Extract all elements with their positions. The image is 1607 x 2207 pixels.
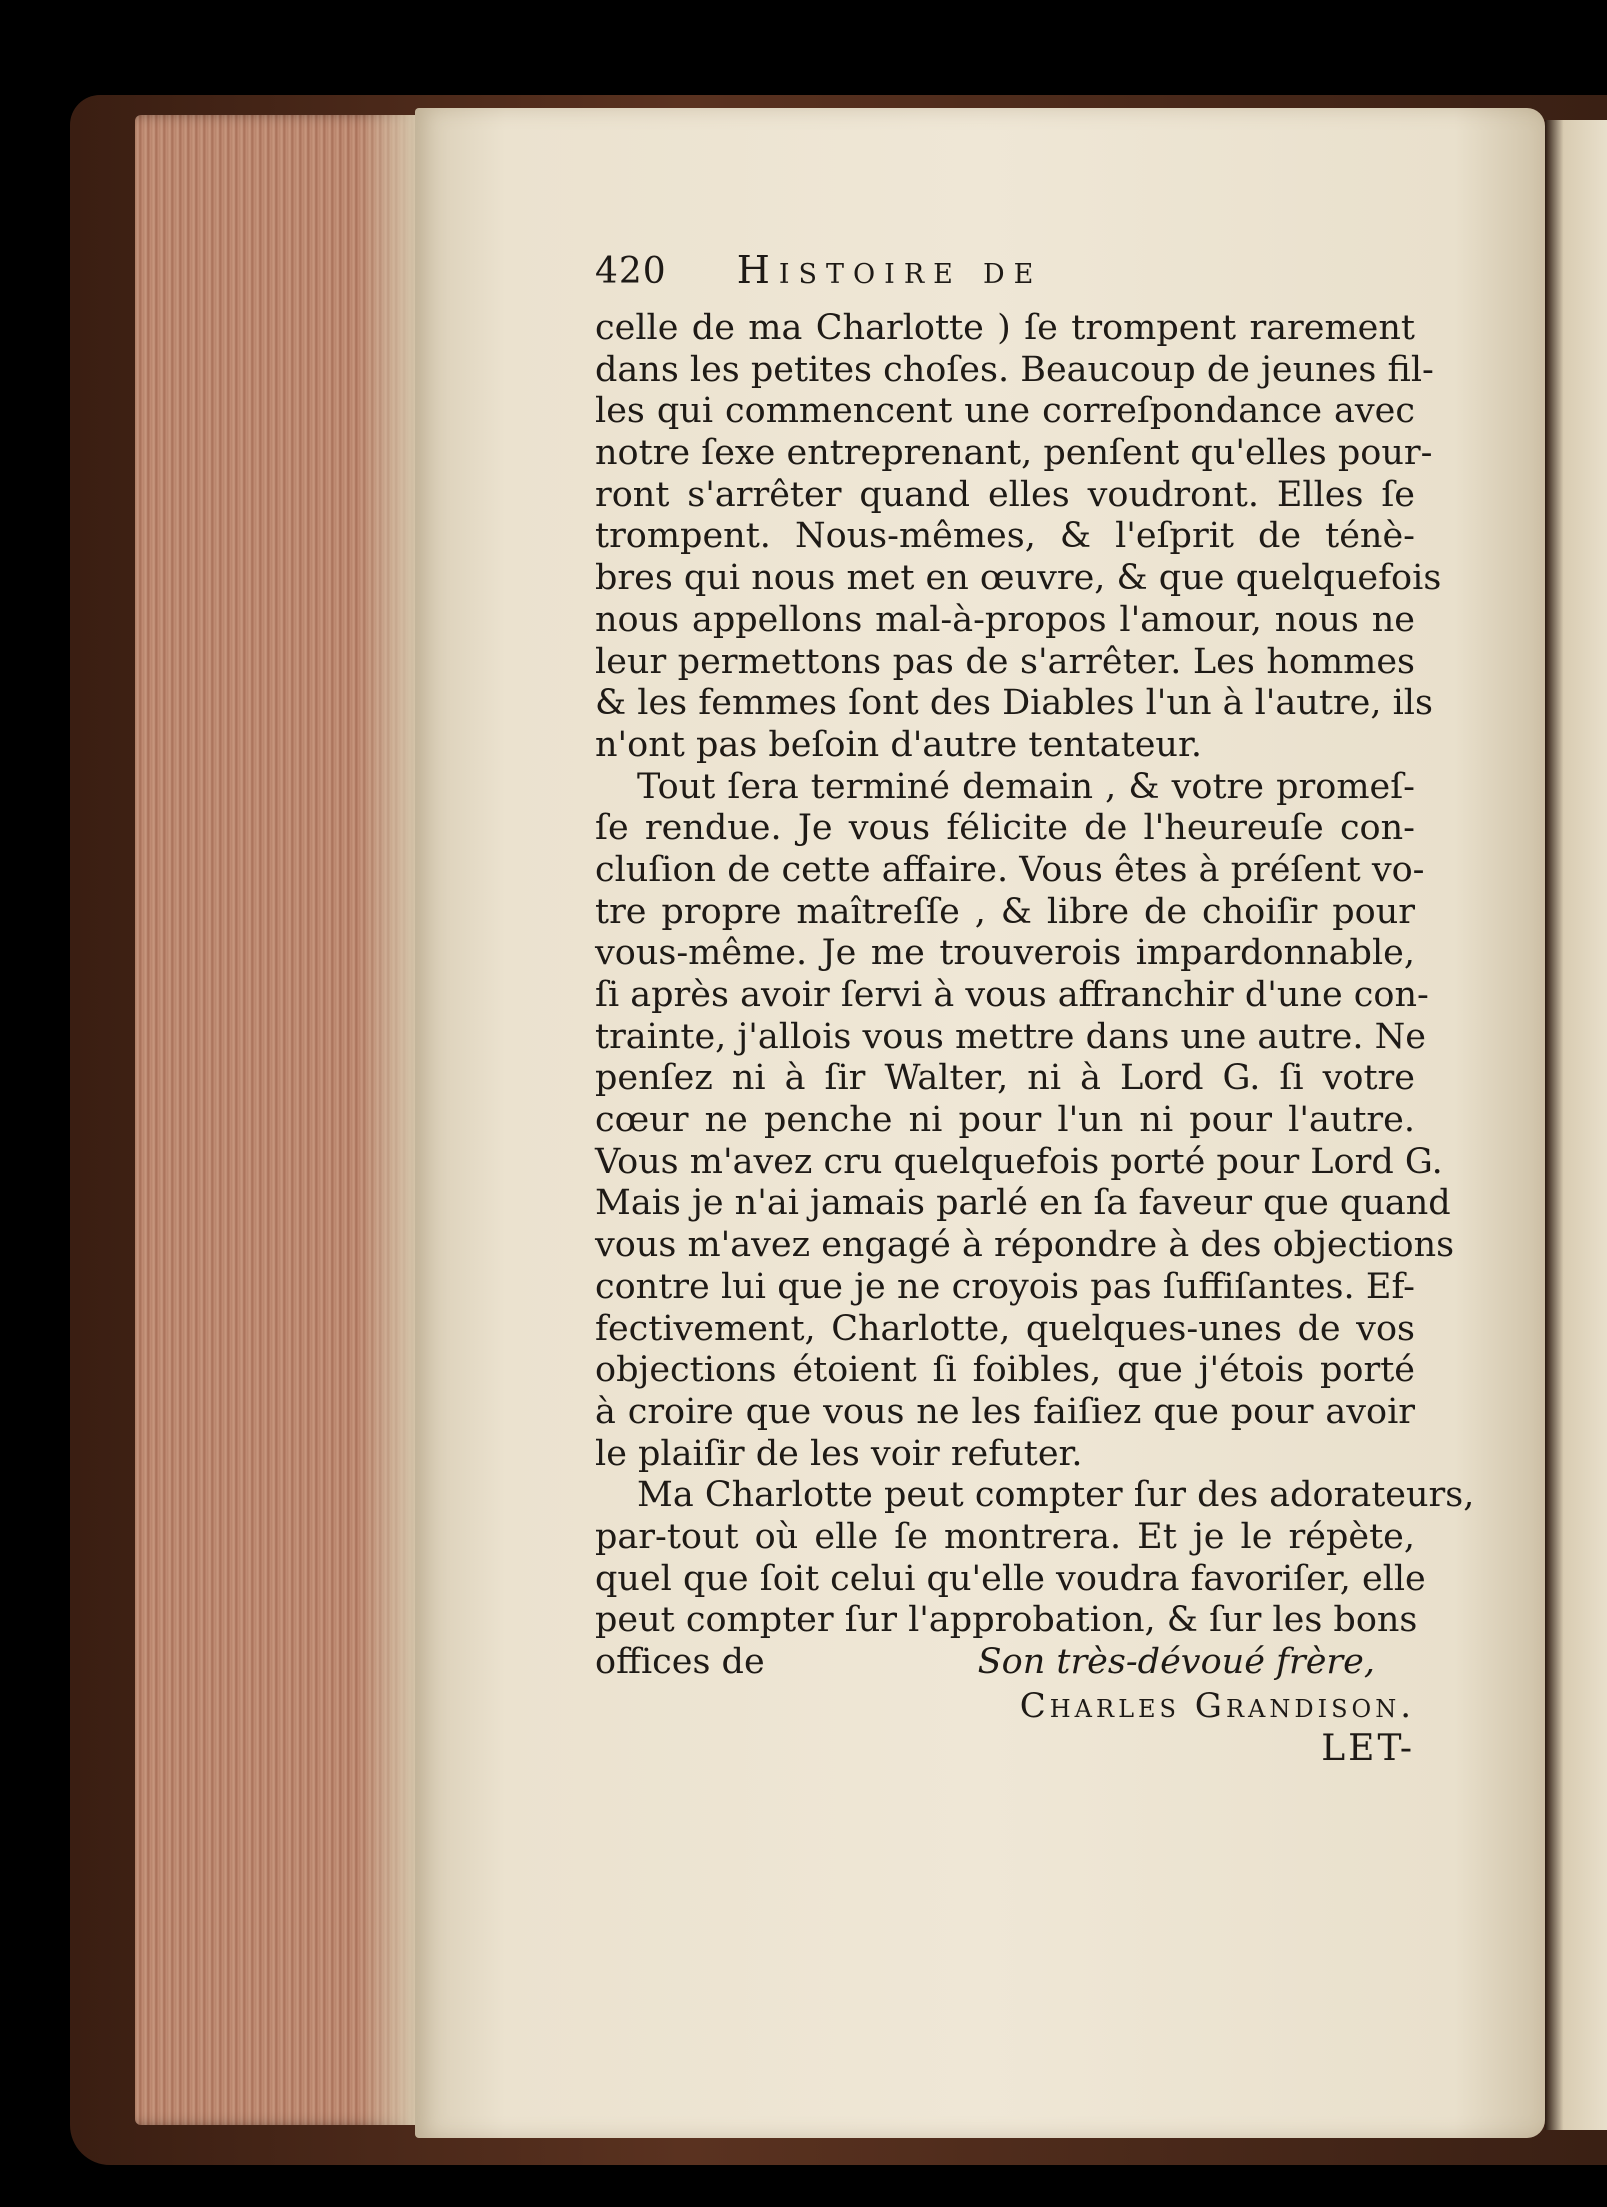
text-line: quel que ſoit celui qu'elle voudra favoriſer, elle — [595, 1558, 1426, 1599]
text-line: contre lui que je ne croyois pas ſuffiſantes. Ef- — [595, 1266, 1415, 1307]
text-line: n'ont pas beſoin d'autre tentateur. — [595, 724, 1202, 765]
text-line: dans les petites choſes. Beaucoup de jeunes fil- — [595, 349, 1434, 390]
text-line: vous-même. Je me trouverois impardonnable, — [595, 933, 1415, 974]
text-line: bres qui nous met en œuvre, & que quelquefois — [595, 558, 1442, 599]
text-line: & les femmes ſont des Diables l'un à l'autre, ils — [595, 683, 1433, 724]
text-line: trainte, j'allois vous mettre dans une autre. Ne — [595, 1016, 1426, 1057]
text-line: ſe rendue. Je vous félicite de l'heureuſe con- — [595, 808, 1415, 849]
text-line: nous appellons mal-à-propos l'amour, nous ne — [595, 599, 1415, 640]
text-line: trompent. Nous-mêmes, & l'eſprit de ténè- — [595, 516, 1415, 557]
text-line: leur permettons pas de s'arrêter. Les hommes — [595, 641, 1415, 682]
running-title: Histoire de — [736, 248, 1043, 292]
text-line: à croire que vous ne les faiſiez que pour avoir — [595, 1391, 1415, 1432]
text-line: fectivement, Charlotte, quelques-unes de vos — [595, 1308, 1415, 1349]
page-text — [595, 248, 1475, 1770]
text-line: ſi après avoir ſervi à vous affranchir d'une con- — [595, 975, 1429, 1015]
signature: Charles Grandison. — [1019, 1685, 1415, 1726]
facing-page-edge — [1545, 120, 1607, 2130]
text-line: vous m'avez engagé à répondre à des objections — [595, 1225, 1455, 1266]
closing-line — [595, 1642, 1415, 1684]
text-line: par-tout où elle ſe montrera. Et je le répète, — [595, 1516, 1415, 1557]
text-line: ront s'arrêter quand elles voudront. Elles ſe — [595, 474, 1415, 515]
text-line: penſez ni à ſir Walter, ni à Lord G. ſi votre — [595, 1058, 1415, 1099]
page-number: 420 — [595, 251, 667, 292]
text-line: objections étoient ſi foibles, que j'étois porté — [595, 1350, 1415, 1391]
catchword: LET- — [1321, 1727, 1415, 1769]
text-line: celle de ma Charlotte ) ſe trompent rarement — [595, 308, 1415, 348]
text-line: Mais je n'ai jamais parlé en ſa faveur que quand — [595, 1183, 1451, 1224]
text-line: Ma Charlotte peut compter ſur des adorateurs, — [637, 1475, 1475, 1516]
text-line: peut compter ſur l'approbation, & ſur les bons — [595, 1600, 1418, 1641]
text-line: cœur ne penche ni pour l'un ni pour l'autre. — [595, 1100, 1415, 1141]
text-line: les qui commencent une correſpondance avec — [595, 391, 1415, 432]
text-line: notre ſexe entreprenant, penſent qu'elles pour- — [595, 433, 1433, 474]
text-line: Tout ſera terminé demain , & votre promeſ- — [637, 766, 1415, 807]
text-line: Vous m'avez cru quelquefois porté pour Lord G. — [595, 1141, 1443, 1182]
page-edges — [135, 115, 420, 2125]
text-line: tre propre maîtreſſe , & libre de choiſir pour — [595, 891, 1415, 932]
text-line: le plaiſir de les voir refuter. — [595, 1433, 1083, 1474]
running-header — [595, 248, 1415, 308]
closing-formula: Son très-dévoué frère, — [977, 1642, 1375, 1682]
closing-start: offices de — [595, 1642, 765, 1682]
text-line: cluſion de cette affaire. Vous êtes à préſent vo- — [595, 849, 1425, 890]
